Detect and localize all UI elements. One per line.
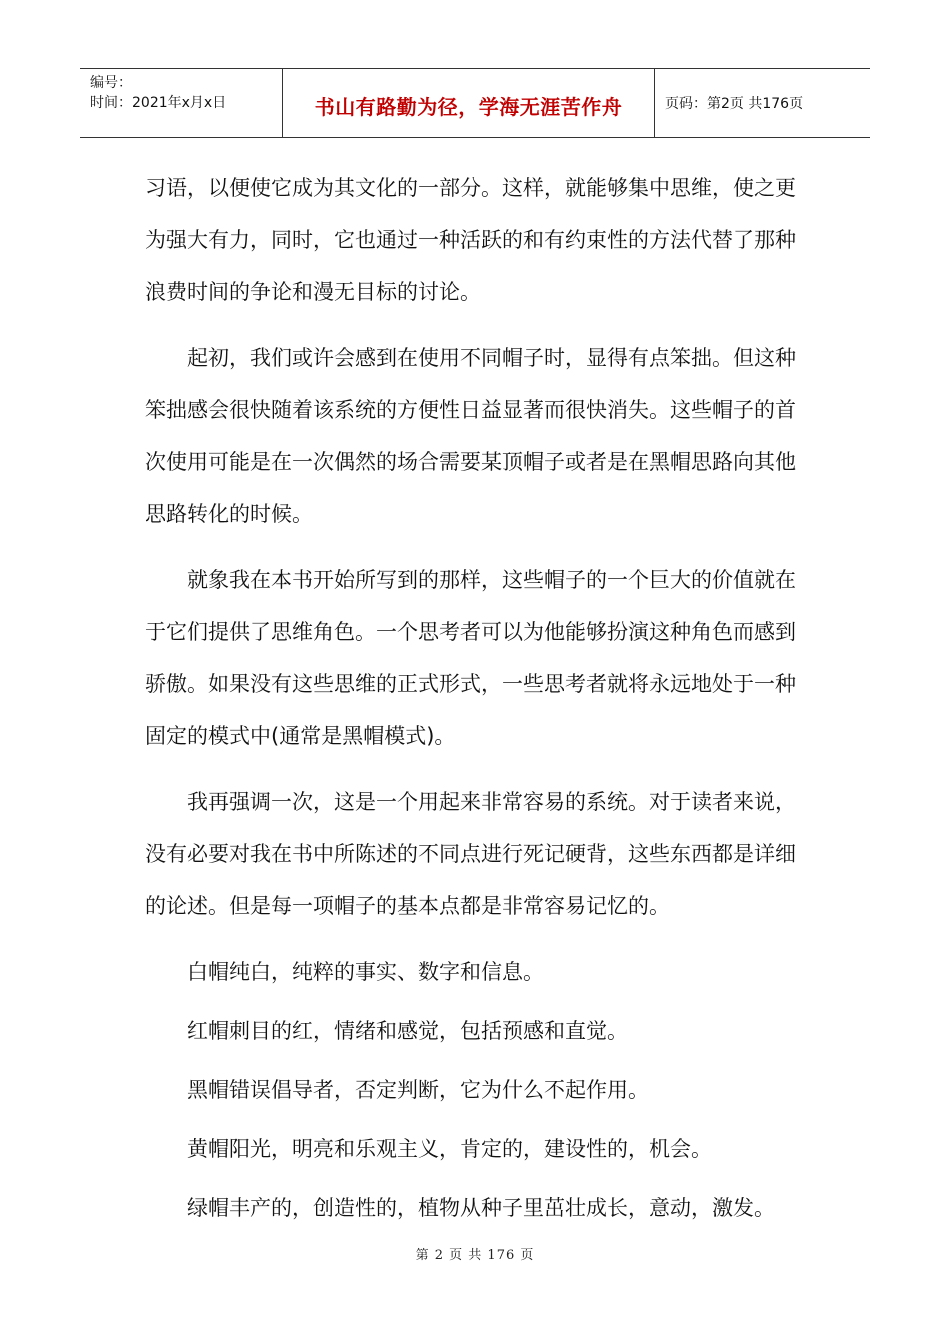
- paragraph-continuation: 习语，以便使它成为其文化的一部分。这样，就能够集中思维，使之更为强大有力，同时，它也通过一种活跃的和有约束性的方法代替了那种浪费时间的争论和漫无目标的讨论。: [145, 176, 796, 304]
- serial-label: 编号：: [90, 75, 132, 91]
- paragraph: 就象我在本书开始所写到的那样，这些帽子的一个巨大的价值就在于它们提供了思维角色。一个思考者可以为他能够扮演这种角色而感到骄傲。如果没有这些思维的正式形式，一些思考者就将永远地处于一种固定的模式中(通常是黑帽模式)。: [145, 568, 796, 748]
- document-body: [145, 162, 805, 1241]
- white-hat-summary: 白帽纯白，纯粹的事实、数字和信息。: [187, 960, 544, 984]
- page-info: 页码：第2页 共176页: [665, 96, 804, 112]
- header-meta-cell: [80, 69, 283, 137]
- page-header: [80, 68, 870, 138]
- paragraph: 起初，我们或许会感到在使用不同帽子时，显得有点笨拙。但这种笨拙感会很快随着该系统的方便性日益显著而很快消失。这些帽子的首次使用可能是在一次偶然的场合需要某顶帽子或者是在黑帽思路向其他思路转化的时候。: [145, 346, 796, 526]
- header-motto-cell: [283, 69, 655, 137]
- yellow-hat-summary: 黄帽阳光，明亮和乐观主义，肯定的，建设性的，机会。: [187, 1137, 712, 1161]
- green-hat-summary: 绿帽丰产的，创造性的，植物从种子里茁壮成长，意动，激发。: [187, 1196, 775, 1220]
- header-page-cell: [655, 69, 870, 137]
- page-footer: 第 2 页 共 176 页: [415, 1248, 535, 1263]
- paragraph: 我再强调一次，这是一个用起来非常容易的系统。对于读者来说，没有必要对我在书中所陈述的不同点进行死记硬背，这些东西都是详细的论述。但是每一项帽子的基本点都是非常容易记忆的。: [145, 790, 796, 918]
- red-hat-summary: 红帽刺目的红，情绪和感觉，包括预感和直觉。: [187, 1019, 628, 1043]
- black-hat-summary: 黑帽错误倡导者，否定判断，它为什么不起作用。: [187, 1078, 649, 1102]
- motto-text: 书山有路勤为径，学海无涯苦作舟: [314, 94, 623, 119]
- date-label: 时间：2021年x月x日: [90, 95, 227, 111]
